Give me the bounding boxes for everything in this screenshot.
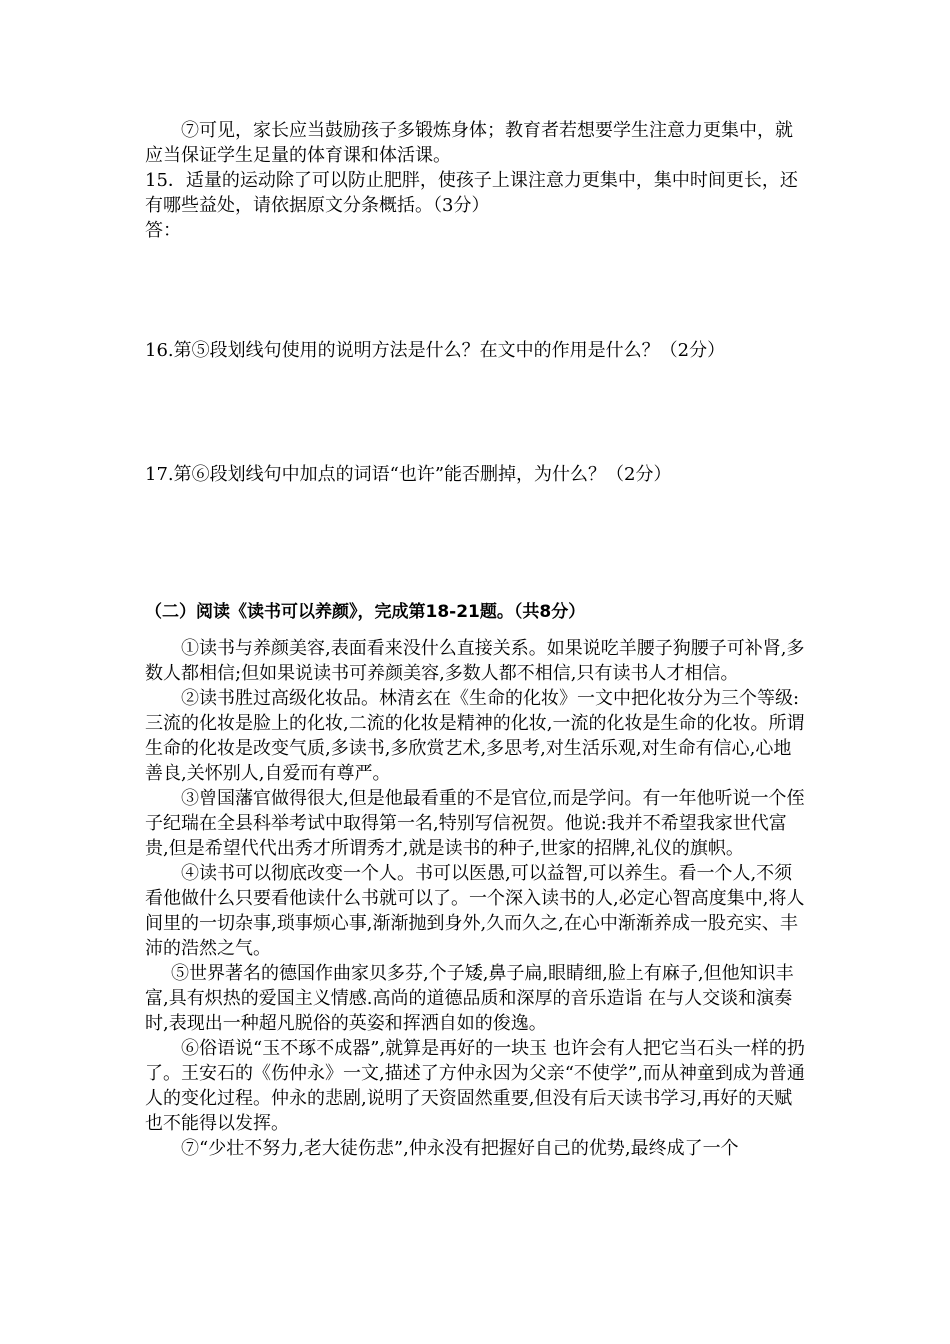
passage-paragraph-2: ②读书胜过高级化妆品。林清玄在《生命的化妆》一文中把化妆分为三个等级:三流的化妆是脸上的化妆,二流的化妆是精神的化妆,一流的化妆是生命的化妆。所谓生命的化妆是改变气质,多读书,多欣赏艺术,多思考,对生活乐观,对生命有信心,心地善良,关怀别人,自爱而有尊严。	[145, 688, 805, 784]
section-2-heading	[145, 600, 805, 625]
question-15	[145, 168, 805, 243]
question-16-text: 16.第⑤段划线句使用的说明方法是什么？在文中的作用是什么？（2分）	[145, 340, 726, 361]
answer-label: 答：	[145, 220, 181, 241]
reading-passage	[145, 636, 805, 1161]
paragraph-7	[145, 118, 805, 168]
passage-paragraph-6: ⑥俗语说“玉不琢不成器”,就算是再好的一块玉 也许会有人把它当石头一样的扔了。王安石的《伤仲永》一文,描述了方仲永因为父亲“不使学”,而从神童到成为普通人的变化过程。仲永的悲剧,说明了天资固然重要,但没有后天读书学习,再好的天赋也不能得以发挥。	[145, 1038, 805, 1134]
paragraph-7-text: ⑦可见，家长应当鼓励孩子多锻炼身体；教育者若想要学生注意力更集中，就应当保证学生足量的体育课和体活课。	[145, 120, 793, 166]
question-15-text: 15．适量的运动除了可以防止肥胖，使孩子上课注意力更集中，集中时间更长，还有哪些益处，请依据原文分条概括。（3分）	[145, 170, 798, 216]
passage-paragraph-1: ①读书与养颜美容,表面看来没什么直接关系。如果说吃羊腰子狗腰子可补肾,多数人都相信;但如果说读书可养颜美容,多数人都不相信,只有读书人才相信。	[145, 638, 805, 684]
passage-paragraph-7: ⑦“少壮不努力,老大徒伤悲”,仲永没有把握好自己的优势,最终成了一个	[181, 1138, 739, 1159]
section-2-heading-text: （二）阅读《读书可以养颜》，完成第18-21题。（共8分）	[145, 602, 586, 622]
question-17-text: 17.第⑥段划线句中加点的词语“也许”能否删掉，为什么？（2分）	[145, 464, 672, 485]
passage-paragraph-4: ④读书可以彻底改变一个人。书可以医愚,可以益智,可以养生。看一个人,不须看他做什么只要看他读什么书就可以了。一个深入读书的人,必定心智高度集中,将人间里的一切杂事,琐事烦心事,渐渐抛到身外,久而久之,在心中渐渐养成一股充实、丰沛的浩然之气。	[145, 863, 805, 959]
question-16	[145, 338, 805, 363]
passage-paragraph-3: ③曾国藩官做得很大,但是他最看重的不是官位,而是学问。有一年他听说一个侄子纪瑞在全县科举考试中取得第一名,特别写信祝贺。他说:我并不希望我家世代富贵,但是希望代代出秀才所谓秀才,就是读书的种子,世家的招牌,礼仪的旗帜。	[145, 788, 805, 859]
question-17	[145, 462, 805, 487]
passage-paragraph-5: ⑤世界著名的德国作曲家贝多芬,个子矮,鼻子扁,眼睛细,脸上有麻子,但他知识丰富,具有炽热的爱国主义情感.高尚的道德品质和深厚的音乐造诣 在与人交谈和演奏时,表现出一种超凡脱俗的英姿和挥洒自如的俊逸。	[145, 963, 794, 1034]
